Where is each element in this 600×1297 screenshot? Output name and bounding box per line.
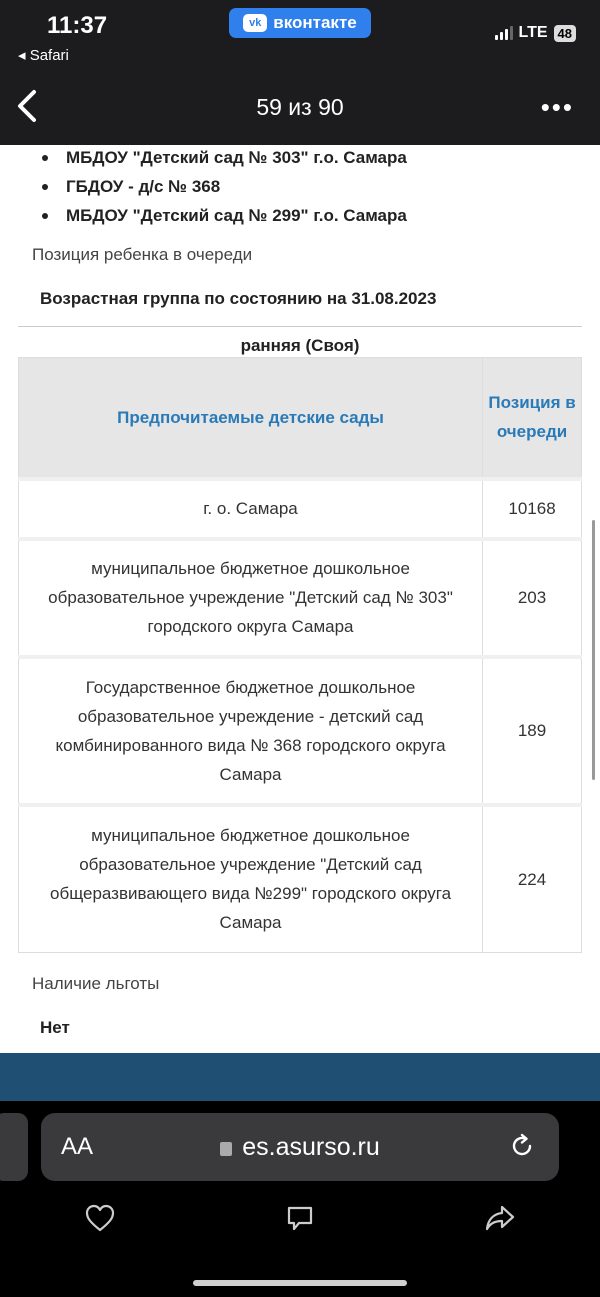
battery-icon: 48 bbox=[554, 25, 576, 42]
kindergarten-name: муниципальное бюджетное дошкольное образовательное учреждение "Детский сад № 303" городского округа Самара bbox=[19, 539, 483, 657]
address-bar[interactable] bbox=[41, 1113, 559, 1181]
safari-bottom-bar bbox=[0, 1101, 600, 1297]
vk-logo-icon: vk bbox=[243, 14, 267, 32]
reload-icon[interactable] bbox=[507, 1131, 537, 1166]
lock-icon bbox=[220, 1142, 232, 1156]
signal-icon bbox=[495, 26, 513, 40]
text-size-button[interactable]: AA bbox=[61, 1133, 94, 1160]
kindergarten-name: муниципальное бюджетное дошкольное образовательное учреждение "Детский сад общеразвивающего вида №299" городского округа Самара bbox=[19, 805, 483, 953]
column-header-position: Позиция в очереди bbox=[483, 358, 582, 479]
url-display[interactable] bbox=[41, 1133, 559, 1162]
status-time: 11:37 bbox=[47, 12, 108, 39]
vk-app-badge[interactable] bbox=[229, 8, 371, 38]
network-type: LTE bbox=[518, 24, 548, 41]
comment-icon[interactable] bbox=[285, 1203, 315, 1238]
top-bar bbox=[0, 0, 600, 145]
queue-position: 189 bbox=[483, 657, 582, 805]
ellipsis-icon[interactable]: ••• bbox=[540, 92, 574, 122]
benefit-value: Нет bbox=[40, 1018, 70, 1037]
queue-position: 203 bbox=[483, 539, 582, 657]
column-header-kindergartens: Предпочитаемые детские сады bbox=[19, 358, 483, 479]
list-item: МБДОУ "Детский сад № 303" г.о. Самара bbox=[42, 145, 407, 172]
previous-tab[interactable] bbox=[0, 1113, 28, 1181]
page-content bbox=[0, 145, 600, 1053]
site-footer bbox=[0, 1053, 600, 1101]
kindergarten-list bbox=[42, 145, 407, 230]
kindergarten-name: Государственное бюджетное дошкольное образовательное учреждение - детский сад комбинированного вида № 368 городского округа Самара bbox=[19, 657, 483, 805]
table-row bbox=[19, 657, 582, 805]
table-row bbox=[19, 539, 582, 657]
queue-position: 224 bbox=[483, 805, 582, 953]
status-indicators bbox=[495, 24, 577, 42]
queue-position: 10168 bbox=[483, 479, 582, 539]
list-item: МБДОУ "Детский сад № 299" г.о. Самара bbox=[42, 201, 407, 230]
group-name: ранняя (Своя) bbox=[240, 336, 360, 355]
nav-title: 59 из 90 bbox=[256, 94, 344, 120]
benefit-label: Наличие льготы bbox=[32, 974, 160, 993]
url-text: es.asurso.ru bbox=[242, 1133, 380, 1161]
vk-badge-label: вконтакте bbox=[273, 13, 357, 32]
table-row bbox=[19, 479, 582, 539]
heart-icon[interactable] bbox=[84, 1203, 116, 1238]
home-indicator bbox=[193, 1280, 407, 1286]
scrollbar[interactable] bbox=[592, 520, 595, 780]
divider bbox=[18, 326, 582, 327]
list-item: ГБДОУ - д/с № 368 bbox=[42, 172, 407, 201]
kindergarten-name: г. о. Самара bbox=[19, 479, 483, 539]
queue-table bbox=[18, 357, 582, 953]
share-icon[interactable] bbox=[484, 1203, 516, 1238]
table-row bbox=[19, 805, 582, 953]
back-to-safari-link[interactable]: ◂ Safari bbox=[18, 47, 69, 64]
age-group-title: Возрастная группа по состоянию на 31.08.2023 bbox=[40, 289, 437, 308]
queue-position-label: Позиция ребенка в очереди bbox=[32, 245, 253, 264]
